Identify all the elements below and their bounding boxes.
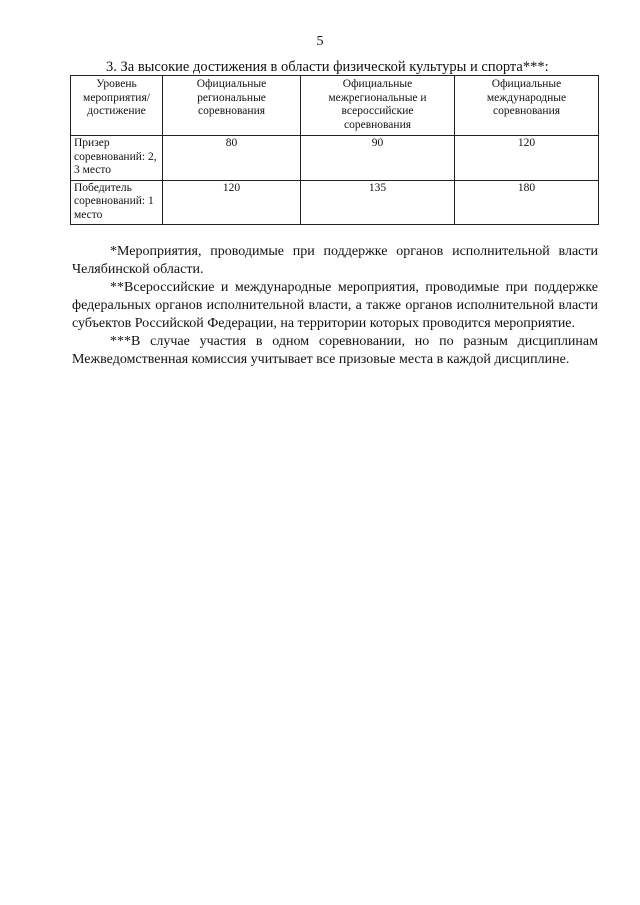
table-cell: 80 (163, 136, 301, 181)
row-label: Победитель соревнований: 1 место (71, 180, 163, 225)
footnote-disciplines: ***В случае участия в одном соревновании, но по разным дисциплинам Межведомственная комиссия учитывает все призовые места в каждой дисциплине. (72, 334, 598, 367)
table-row (71, 180, 599, 225)
table-row (71, 136, 599, 181)
table-cell: 90 (301, 136, 455, 181)
table-cell: 120 (163, 180, 301, 225)
section-heading: 3. За высокие достижения в области физической культуры и спорта***: (106, 59, 549, 75)
header-interregional: Официальные межрегиональные и всероссийские соревнования (301, 76, 455, 136)
footnote-regional: *Мероприятия, проводимые при поддержке органов исполнительной власти Челябинской области. (72, 244, 598, 277)
table-cell: 180 (455, 180, 599, 225)
table-cell: 135 (301, 180, 455, 225)
page-number: 5 (316, 34, 324, 49)
row-label: Призер соревнований: 2, 3 место (71, 136, 163, 181)
footnote-federal: **Всероссийские и международные мероприятия, проводимые при поддержке федеральных органов исполнительной власти, а также органов исполнительной власти субъектов Российской Федерации, на территории которых проводится мероприятие. (72, 280, 598, 331)
footnotes (72, 243, 598, 369)
table-header-row (71, 76, 599, 136)
header-event-level: Уровень мероприятия/ достижение (71, 76, 163, 136)
awards-table (70, 75, 599, 225)
header-regional: Официальные региональные соревнования (163, 76, 301, 136)
header-international: Официальные международные соревнования (455, 76, 599, 136)
table-cell: 120 (455, 136, 599, 181)
